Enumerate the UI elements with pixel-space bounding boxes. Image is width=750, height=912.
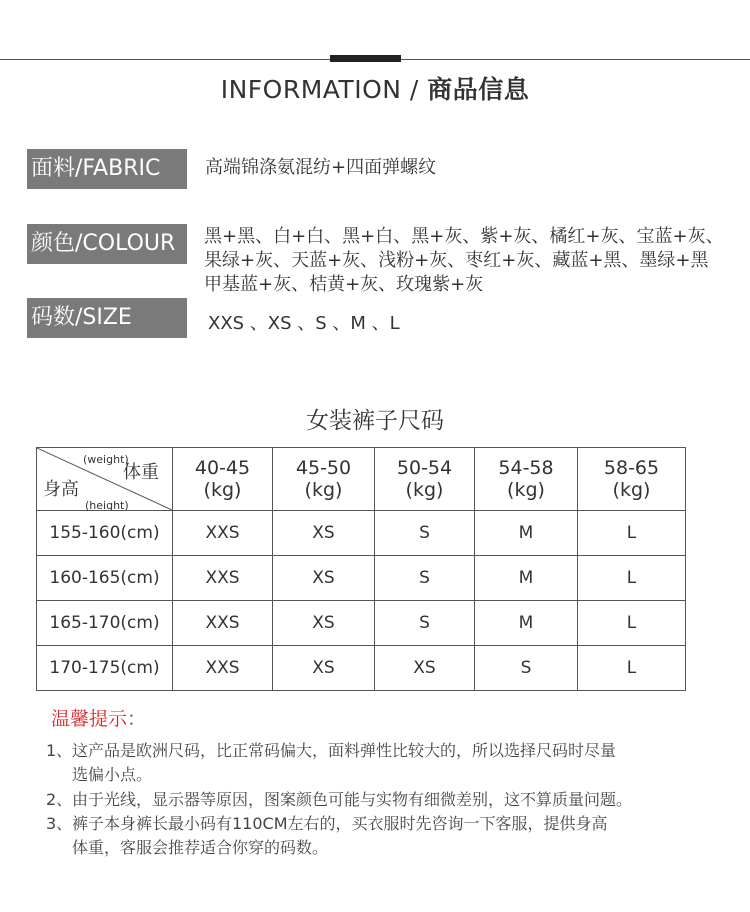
weight-unit: (kg) xyxy=(405,479,444,501)
weight-cn-label: 体重 xyxy=(123,462,159,483)
weight-header xyxy=(578,448,686,511)
weight-header xyxy=(273,448,375,511)
size-table-title: 女装裤子尺码 xyxy=(306,408,444,434)
fabric-label: 面料/FABRIC xyxy=(27,149,187,189)
height-cell: 155-160(cm) xyxy=(37,511,173,556)
size-cell: XS xyxy=(273,511,375,556)
weight-unit: (kg) xyxy=(304,479,343,501)
size-cell: XS xyxy=(375,646,475,691)
page-title-cn: 商品信息 xyxy=(427,75,530,104)
weight-range: 50-54 xyxy=(396,457,453,479)
colour-label: 颜色/COLOUR xyxy=(27,224,187,264)
size-cell: XXS xyxy=(173,601,273,646)
size-value xyxy=(208,312,400,336)
fabric-value-line: 高端锦涤氨混纺+四面弹螺纹 xyxy=(205,157,437,178)
size-cell: XS xyxy=(273,556,375,601)
tip-text: 体重，客服会推荐适合你穿的码数。 xyxy=(72,838,329,857)
table-row xyxy=(37,511,686,556)
weight-range: 45-50 xyxy=(295,457,352,479)
weight-header xyxy=(375,448,475,511)
size-cell: L xyxy=(578,556,686,601)
tip-text: 裤子本身裤长最小码有110CM左右的，买衣服时先咨询一下客服，提供身高 xyxy=(72,814,608,833)
tip-number: 1、 xyxy=(46,741,73,760)
tips-title: 温馨提示： xyxy=(51,708,147,730)
weight-range: 54-58 xyxy=(498,457,554,479)
size-cell: L xyxy=(578,601,686,646)
colour-value-line: 果绿+灰、天蓝+灰、浅粉+灰、枣红+灰、藏蓝+黑、墨绿+黑 xyxy=(204,250,709,271)
page-title-en: INFORMATION / xyxy=(220,75,428,104)
size-value-line: XXS 、XS 、S 、M 、L xyxy=(208,313,400,334)
size-cell: S xyxy=(375,601,475,646)
tip-item xyxy=(46,812,608,860)
size-cell: XXS xyxy=(173,511,273,556)
height-cell: 165-170(cm) xyxy=(37,601,173,646)
tip-text: 由于光线，显示器等原因，图案颜色可能与实物有细微差别，这不算质量问题。 xyxy=(72,790,633,809)
size-cell: XXS xyxy=(173,556,273,601)
page-title xyxy=(0,70,750,106)
height-cn-label: 身高 xyxy=(43,479,79,500)
top-accent-bar xyxy=(330,55,401,62)
size-cell: M xyxy=(475,511,578,556)
tip-number: 3、 xyxy=(46,814,73,833)
table-row xyxy=(37,556,686,601)
weight-unit: (kg) xyxy=(612,479,651,501)
size-cell: M xyxy=(475,601,578,646)
size-label: 码数/SIZE xyxy=(27,298,187,338)
colour-value-line: 甲基蓝+灰、桔黄+灰、玫瑰紫+灰 xyxy=(204,274,484,295)
tip-item xyxy=(46,788,632,812)
height-en-label: (height) xyxy=(85,499,129,510)
size-cell: S xyxy=(475,646,578,691)
table-row xyxy=(37,646,686,691)
weight-en-label: (weight) xyxy=(83,453,129,466)
colour-value-line: 黑+黑、白+白、黑+白、黑+灰、紫+灰、橘红+灰、宝蓝+灰、 xyxy=(204,226,724,247)
size-cell: S xyxy=(375,556,475,601)
weight-unit: (kg) xyxy=(507,479,545,501)
size-cell: M xyxy=(475,556,578,601)
size-cell: XXS xyxy=(173,646,273,691)
fabric-value xyxy=(205,156,436,180)
corner-diagonal xyxy=(37,448,172,510)
tip-item xyxy=(46,739,616,787)
weight-range: 40-45 xyxy=(194,457,251,479)
tip-number: 2、 xyxy=(46,790,73,809)
weight-range: 58-65 xyxy=(603,457,660,479)
weight-header xyxy=(475,448,578,511)
tip-text: 这产品是欧洲尺码，比正常码偏大，面料弹性比较大的，所以选择尺码时尽量 xyxy=(72,741,617,760)
size-cell: XS xyxy=(273,646,375,691)
height-cell: 170-175(cm) xyxy=(37,646,173,691)
size-cell: L xyxy=(578,511,686,556)
corner-cell xyxy=(37,448,173,511)
size-table xyxy=(36,447,686,691)
size-cell: S xyxy=(375,511,475,556)
height-cell: 160-165(cm) xyxy=(37,556,173,601)
weight-unit: (kg) xyxy=(203,479,242,501)
size-table-header-row xyxy=(37,448,686,511)
size-cell: L xyxy=(578,646,686,691)
table-row xyxy=(37,601,686,646)
size-cell: XS xyxy=(273,601,375,646)
tip-text: 选偏小点。 xyxy=(72,765,153,784)
weight-header xyxy=(173,448,273,511)
colour-value xyxy=(204,225,724,297)
